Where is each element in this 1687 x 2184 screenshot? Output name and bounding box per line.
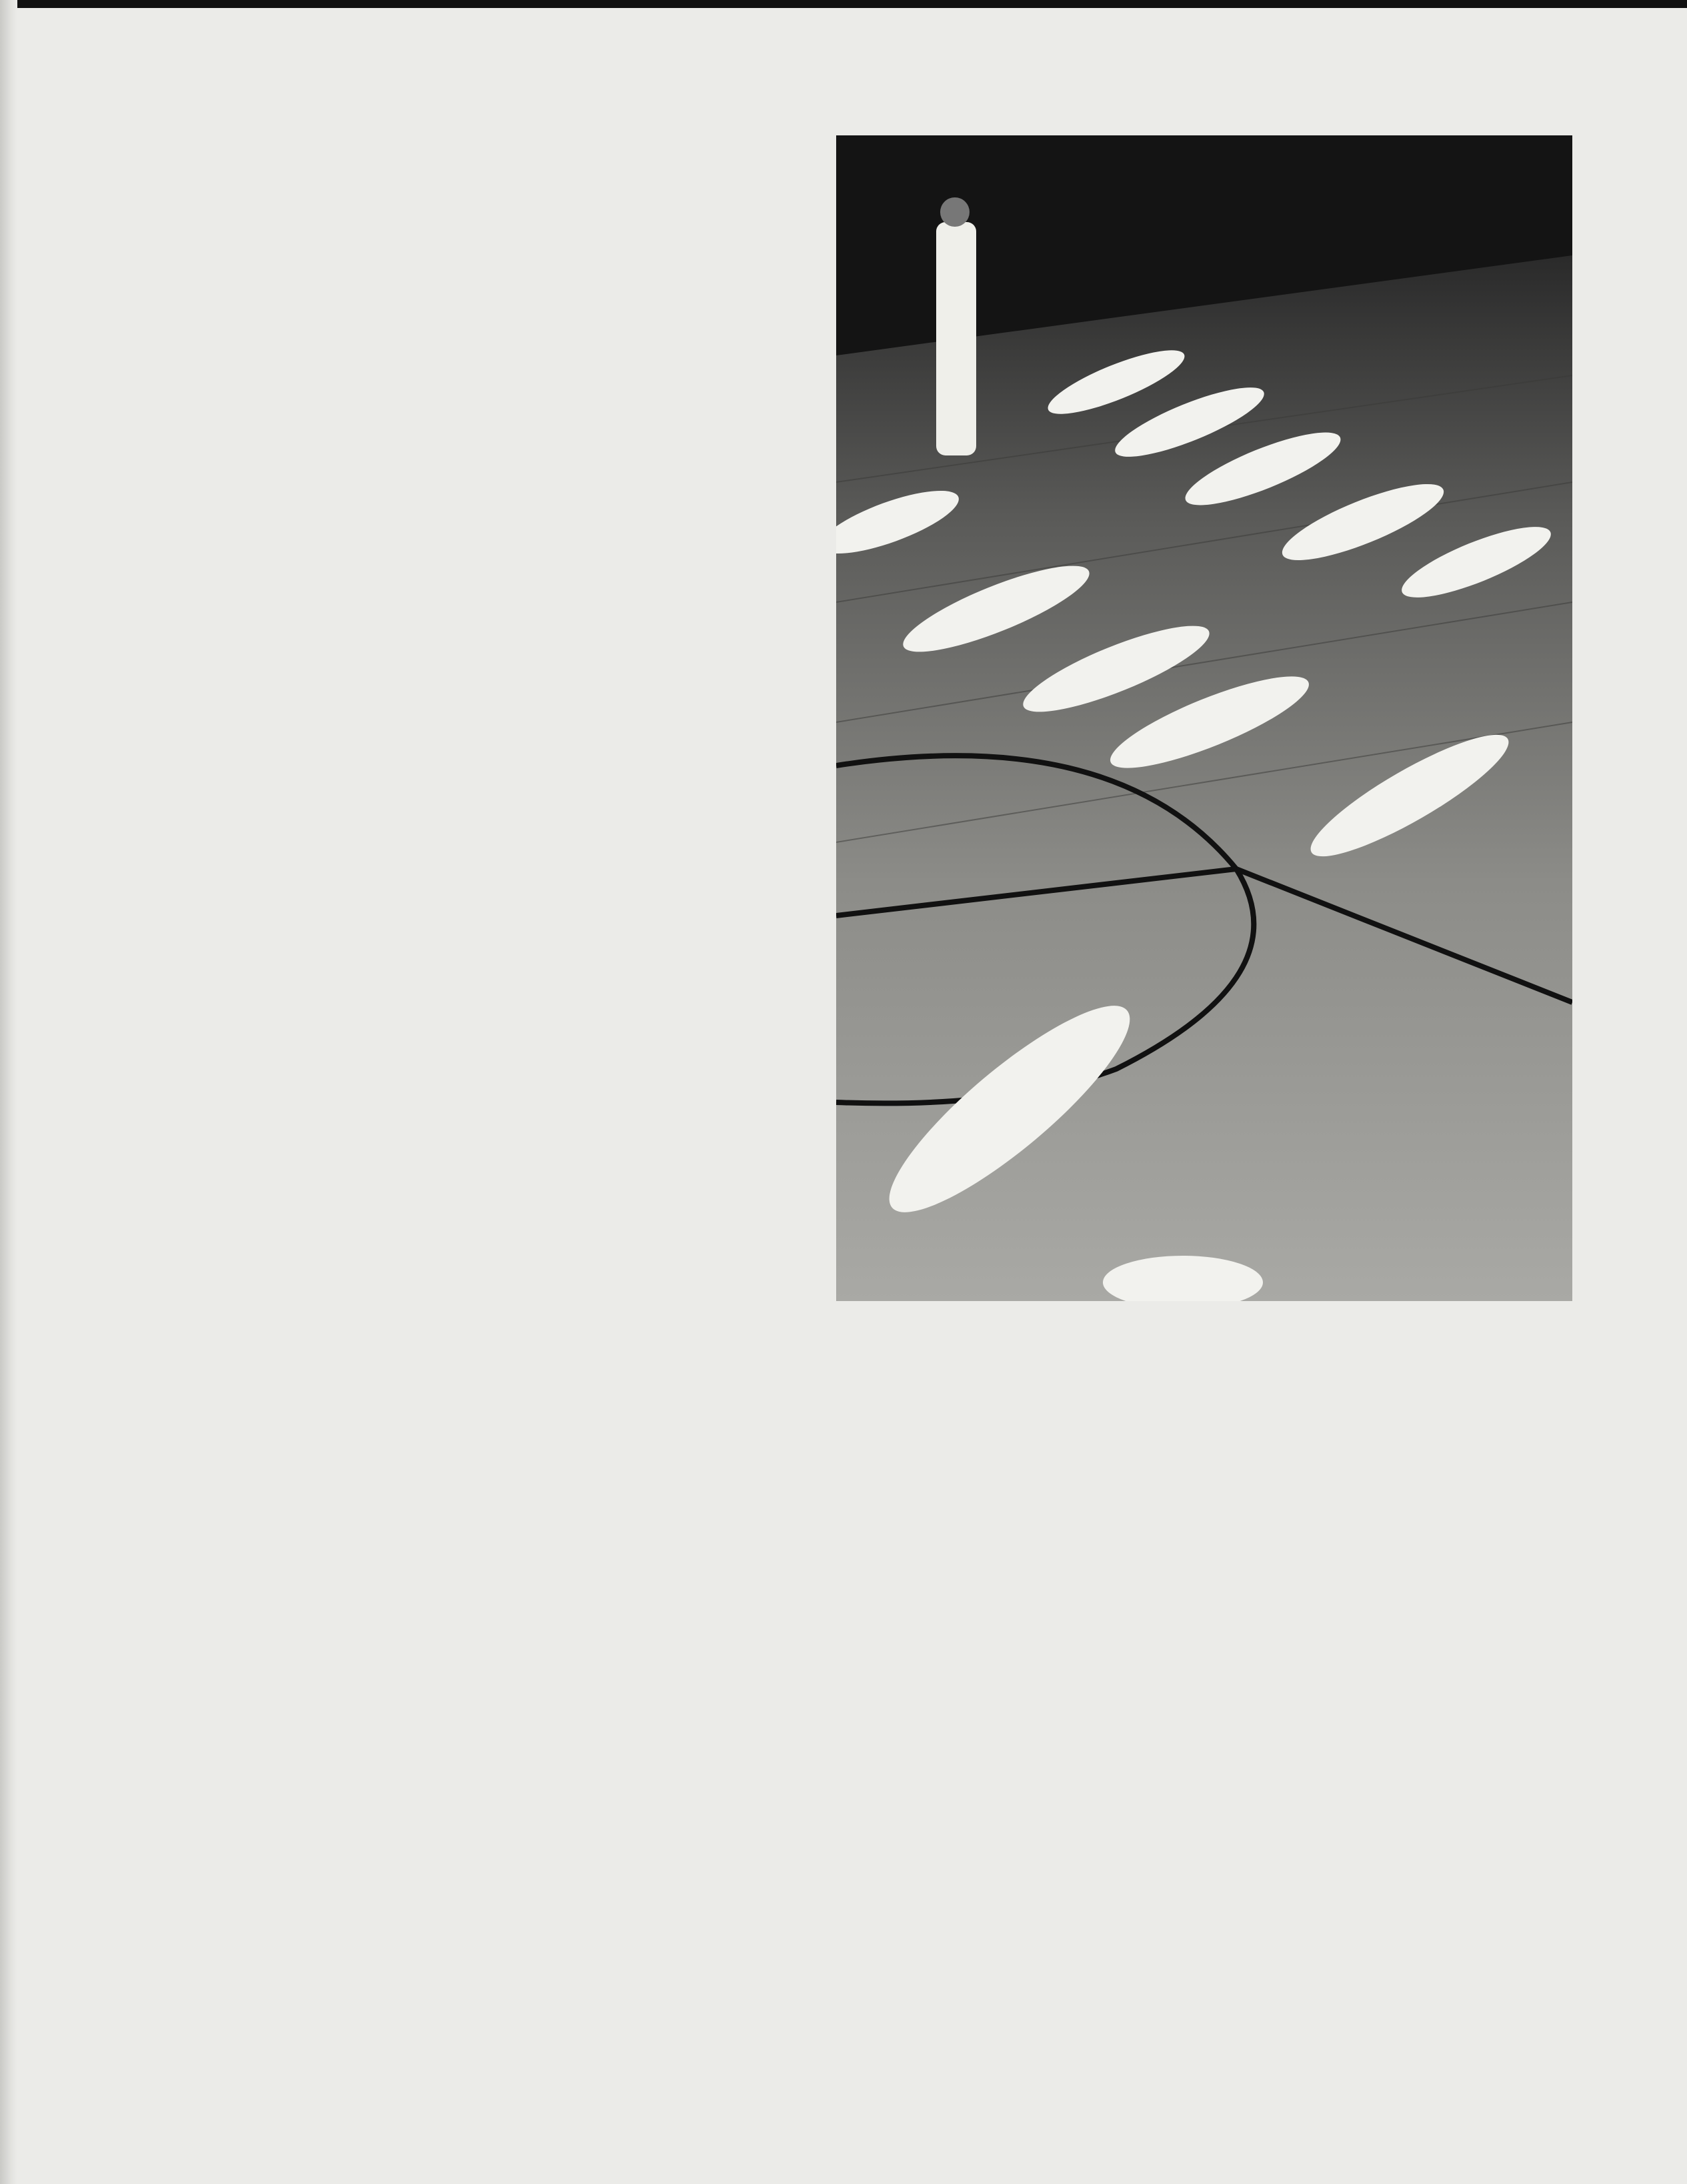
gym-pushups-photo [836, 135, 1572, 1301]
book-spine-shadow [0, 0, 17, 2184]
page-top-edge [0, 0, 1687, 8]
gym-photo-illustration [836, 135, 1572, 1301]
